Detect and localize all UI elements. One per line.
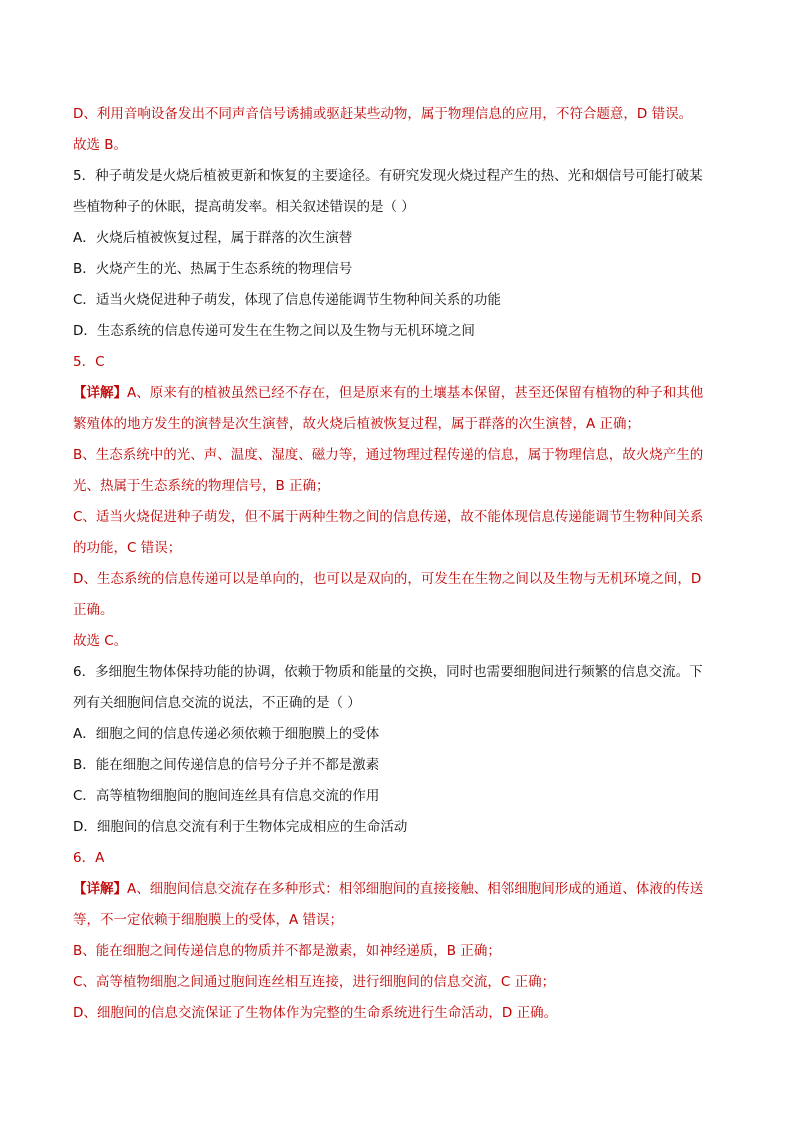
explanation-line: D、细胞间的信息交流保证了生物体作为完整的生命系统进行生命活动，D 正确。	[73, 1005, 558, 1021]
answer-key: 6．A	[73, 850, 105, 866]
option-a: A．细胞之间的信息传递必须依赖于细胞膜上的受体	[73, 726, 380, 742]
answer-key: 5．C	[73, 354, 105, 370]
question-6-stem: 列有关细胞间信息交流的说法，不正确的是（ ）	[73, 695, 361, 711]
explanation-tag: 【详解】	[73, 385, 127, 401]
explanation-line	[73, 383, 721, 403]
question-5-stem: 5．种子萌发是火烧后植被更新和恢复的主要途径。有研究发现火烧过程产生的热、光和烟信号可能打破某	[73, 168, 703, 184]
option-a: A．火烧后植被恢复过程，属于群落的次生演替	[73, 230, 353, 246]
explanation-line: B、能在细胞之间传递信息的物质并不都是激素，如神经递质，B 正确；	[73, 943, 501, 959]
explanation-text: A、原来有的植被虽然已经不存在，但是原来有的土壤基本保留，甚至还保留有植物的种子和其他	[127, 385, 704, 401]
explanation-line: C、高等植物细胞之间通过胞间连丝相互连接，进行细胞间的信息交流，C 正确；	[73, 974, 556, 990]
explanation-line: C、适当火烧促进种子萌发，但不属于两种生物之间的信息传递，故不能体现信息传递能调节生物种间关系	[73, 509, 704, 525]
explanation-line	[73, 879, 721, 899]
option-c: C．适当火烧促进种子萌发，体现了信息传递能调节生物种间关系的功能	[73, 292, 501, 308]
explanation-line: 繁殖体的地方发生的演替是次生演替，故火烧后植被恢复过程，属于群落的次生演替，A 正确；	[73, 416, 641, 432]
option-c: C．高等植物细胞间的胞间连丝具有信息交流的作用	[73, 788, 380, 804]
option-d: D．生态系统的信息传递可发生在生物之间以及生物与无机环境之间	[73, 323, 475, 339]
explanation-line: 故选 C。	[73, 633, 128, 649]
explanation-text: A、细胞间信息交流存在多种形式：相邻细胞间的直接接触、相邻细胞间形成的通道、体液的传送	[127, 881, 704, 897]
question-5-stem: 些植物种子的休眠，提高萌发率。相关叙述错误的是（ ）	[73, 199, 415, 215]
text-line: 故选 B。	[73, 137, 128, 153]
explanation-line: 等，不一定依赖于细胞膜上的受体，A 错误；	[73, 912, 344, 928]
explanation-line: 的功能，C 错误；	[73, 540, 182, 556]
explanation-line: B、生态系统中的光、声、温度、湿度、磁力等，通过物理过程传递的信息，属于物理信息，故火烧产生的	[73, 447, 704, 463]
option-b: B．火烧产生的光、热属于生态系统的物理信号	[73, 261, 353, 277]
explanation-tag: 【详解】	[73, 881, 127, 897]
explanation-line: D、生态系统的信息传递可以是单向的，也可以是双向的，可发生在生物之间以及生物与无机环境之间，D	[73, 571, 702, 587]
explanation-line: 正确。	[73, 602, 114, 618]
text-line: D、利用音响设备发出不同声音信号诱捕或驱赶某些动物，属于物理信息的应用，不符合题意，D 错误。	[73, 106, 693, 122]
question-6-stem: 6．多细胞生物体保持功能的协调，依赖于物质和能量的交换，同时也需要细胞间进行频繁的信息交流。下	[73, 664, 703, 680]
option-b: B．能在细胞之间传递信息的信号分子并不都是激素	[73, 757, 380, 773]
explanation-line: 光、热属于生态系统的物理信号，B 正确；	[73, 478, 330, 494]
option-d: D．细胞间的信息交流有利于生物体完成相应的生命活动	[73, 819, 408, 835]
